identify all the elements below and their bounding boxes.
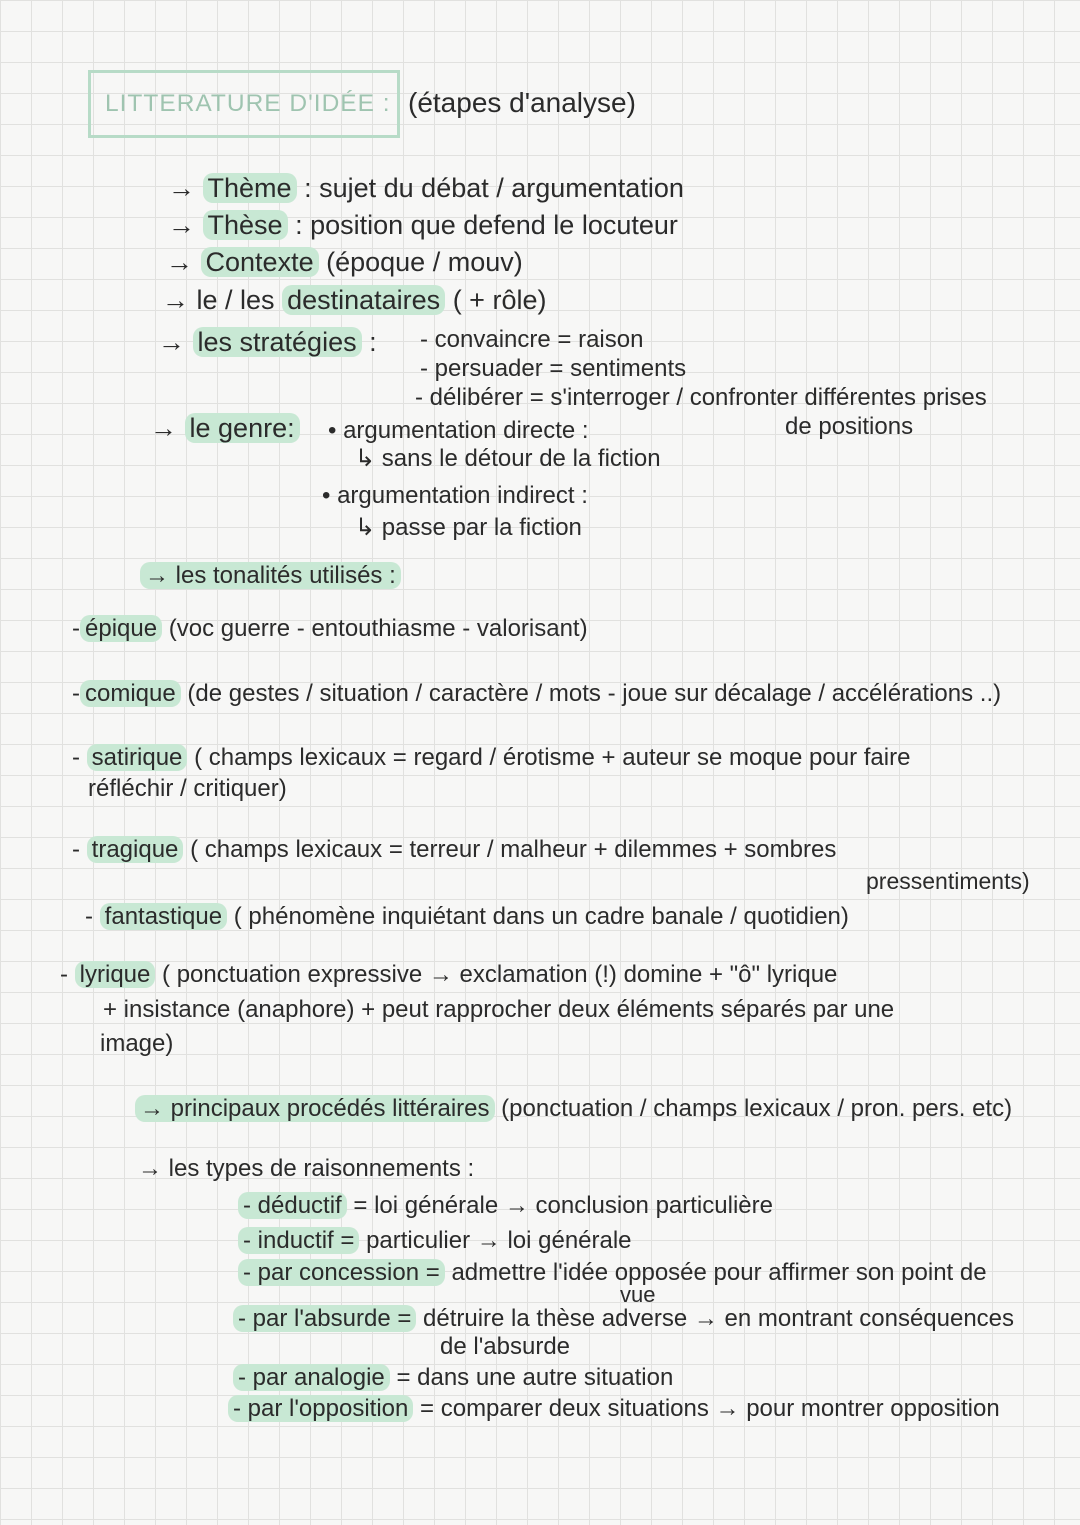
step-separator: : (304, 173, 312, 203)
raisonnement-concession (238, 1256, 987, 1290)
bullet-icon: • (322, 482, 331, 509)
raisonnement-opposition (228, 1392, 1000, 1426)
raisonnement-term: - par analogie (233, 1364, 390, 1391)
raisonnement-text: particulier → loi générale (366, 1227, 632, 1254)
tonalite-text: ( ponctuation expressive → exclamation (!) domine + "ô" lyrique (162, 961, 838, 988)
title-box (88, 70, 400, 138)
arrow-icon: → (162, 285, 189, 315)
step-separator: : (369, 327, 377, 357)
step-text: sujet du débat / argumentation (319, 173, 684, 203)
raisonnement-text-continuation: de l'absurde (440, 1333, 571, 1360)
step-term: les stratégies (193, 327, 362, 357)
step-lead: le / les (196, 285, 275, 315)
step-term: Contexte (201, 247, 319, 277)
tonalite-text-continuation: pressentiments) (866, 868, 1030, 894)
section-heading: → les tonalités utilisés : (140, 562, 401, 589)
step-term: Thèse (203, 210, 288, 240)
tonalite-text: ( champs lexicaux = terreur / malheur + dilemmes + sombres (190, 836, 837, 863)
tonalite-lyrique (60, 958, 837, 992)
genre-detail-text: passe par la fiction (381, 514, 582, 541)
tonalite-text-continuation: réfléchir / critiquer) (88, 775, 287, 802)
raisonnement-text: = comparer deux situations → pour montrer opposition (420, 1395, 1000, 1422)
raisonnement-term: - inductif = (238, 1227, 359, 1254)
raisonnement-text: détruire la thèse adverse → en montrant conséquences (423, 1305, 1015, 1332)
raisonnement-deductif (238, 1189, 773, 1223)
tonalite-text: ( phénomène inquiétant dans un cadre banale / quotidien) (233, 903, 849, 930)
sub-arrow-icon: ↳ (355, 514, 376, 541)
genre-type-detail (355, 442, 661, 476)
tonalite-text-continuation: image) (100, 1030, 174, 1057)
section-heading: → les types de raisonnements : (138, 1155, 475, 1182)
genre-type-detail (355, 511, 582, 545)
raisonnement-text-continuation: vue (620, 1282, 656, 1307)
tonalite-text-continuation: + insistance (anaphore) + peut rapprocher deux éléments séparés par une (103, 996, 895, 1023)
tonalite-text: ( champs lexicaux = regard / érotisme + auteur se moque pour faire (194, 744, 911, 771)
step-term: le genre: (185, 413, 300, 443)
step-term: Thème (203, 173, 297, 203)
strategy-item: - convaincre = raison (420, 326, 644, 353)
tonalite-text: (de gestes / situation / caractère / mots - joue sur décalage / accélérations ..) (187, 680, 1002, 707)
bullet-icon: • (328, 417, 337, 444)
arrow-icon: → (166, 247, 193, 277)
step-genre (150, 411, 300, 445)
arrow-icon: → (158, 327, 185, 357)
step-separator: : (295, 210, 303, 240)
tonalite-text: (voc guerre - entouthiasme - valorisant) (168, 615, 588, 642)
dash: - (72, 615, 80, 642)
genre-type-label: argumentation directe : (343, 417, 589, 444)
tonalite-term: fantastique (100, 903, 227, 930)
genre-detail-text: sans le détour de la fiction (381, 445, 661, 472)
step-contexte (166, 245, 523, 279)
tonalite-comique (72, 677, 1001, 711)
raisonnement-text: admettre l'idée opposée pour affirmer son point de (451, 1259, 987, 1286)
tonalite-fantastique (85, 900, 849, 934)
tonalite-epique (72, 612, 588, 646)
tonalite-term: tragique (87, 836, 184, 863)
strategy-item: - délibérer = s'interroger / confronter différentes prises (415, 384, 987, 411)
raisonnement-term: - déductif (238, 1192, 347, 1219)
genre-type-label: argumentation indirect : (337, 482, 588, 509)
step-these (168, 208, 678, 242)
step-term: destinataires (282, 285, 445, 315)
tonalite-term: satirique (87, 744, 188, 771)
raisonnement-term: - par concession = (238, 1259, 445, 1286)
arrow-icon: → (168, 210, 195, 240)
procedes-line (135, 1092, 1012, 1126)
strategy-item-continuation: de positions (785, 413, 914, 440)
dash: - (72, 836, 80, 863)
tonalite-satirique (72, 741, 910, 775)
raisonnement-term: - par l'absurde = (233, 1305, 416, 1332)
tonalite-tragique (72, 833, 836, 867)
raisonnement-analogie (233, 1361, 673, 1395)
step-text: (époque / mouv) (326, 247, 523, 277)
page-subtitle: (étapes d'analyse) (408, 87, 636, 118)
step-strategies (158, 325, 377, 359)
page-title: LITTERATURE D'IDÉE : (105, 90, 391, 117)
raisonnement-absurde (233, 1302, 1014, 1336)
section-heading: → principaux procédés littéraires (135, 1095, 495, 1122)
step-theme (168, 171, 684, 205)
raisonnement-inductif (238, 1224, 632, 1258)
strategy-item: - persuader = sentiments (420, 355, 687, 382)
arrow-icon: → (168, 173, 195, 203)
procedes-text: (ponctuation / champs lexicaux / pron. pers. etc) (501, 1095, 1013, 1122)
dash: - (72, 744, 80, 771)
arrow-icon: → (150, 413, 177, 443)
tonalite-term: comique (80, 680, 181, 707)
step-destinataires (162, 283, 546, 317)
sub-arrow-icon: ↳ (355, 445, 376, 472)
genre-type-indirect (322, 479, 588, 513)
dash: - (72, 680, 80, 707)
tonalites-heading (140, 559, 401, 593)
tonalite-term: lyrique (75, 961, 156, 988)
raisonnement-text: = loi générale → conclusion particulière (353, 1192, 773, 1219)
step-text: position que defend le locuteur (310, 210, 678, 240)
dash: - (85, 903, 93, 930)
tonalite-term: épique (80, 615, 162, 642)
dash: - (60, 961, 68, 988)
step-text: ( + rôle) (452, 285, 547, 315)
raisonnement-term: - par l'opposition (228, 1395, 413, 1422)
raisonnement-text: = dans une autre situation (396, 1364, 674, 1391)
